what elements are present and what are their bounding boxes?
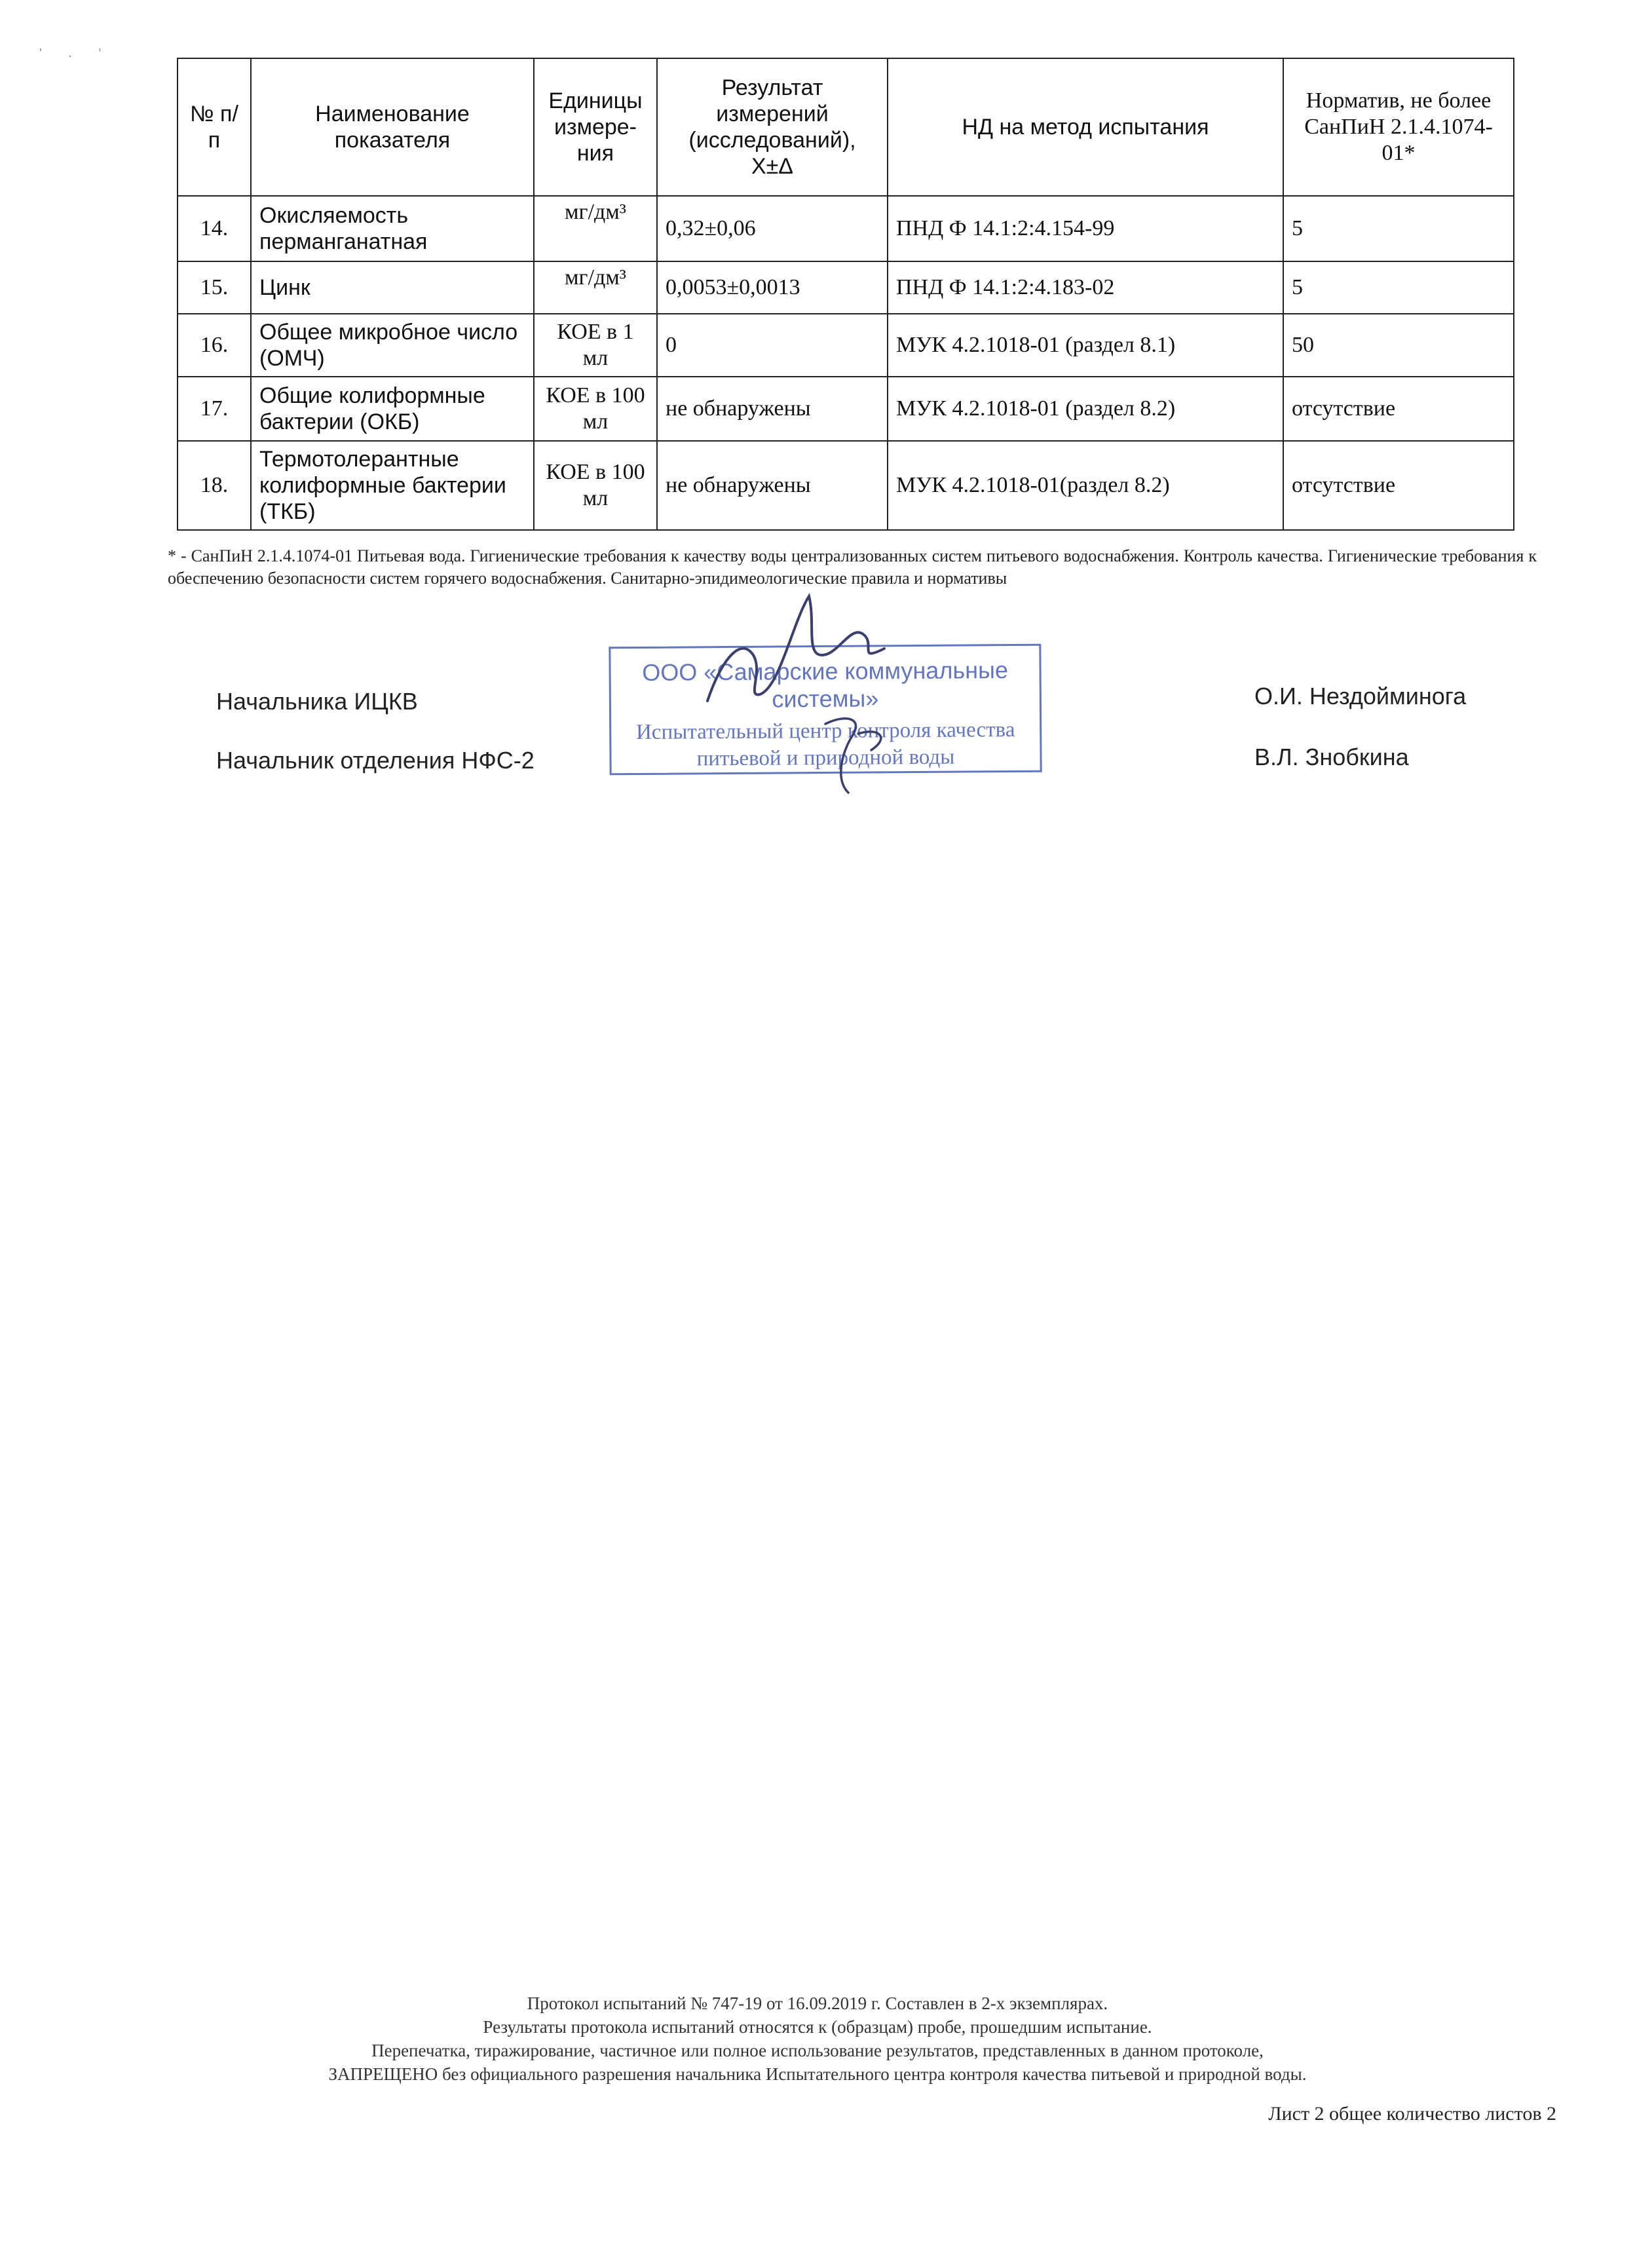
footnote: * - СанПиН 2.1.4.1074-01 Питьевая вода. Гигиенические требования к качеству воды централизованных систем питьевого водоснабжения. Контроль качества. Гигиенические требования к обеспечению безопасности систем горячего водоснабжения. Санитарно-эпидимеологические правила и нормативы bbox=[168, 546, 1537, 588]
sheet-counter: Лист 2 общее количество листов 2 bbox=[1268, 2103, 1556, 2125]
row-name: Цинк bbox=[251, 261, 534, 314]
table-row bbox=[178, 261, 1514, 314]
row-num: 16. bbox=[178, 314, 251, 377]
row-num: 18. bbox=[178, 441, 251, 530]
signature-role-head: Начальника ИЦКВ bbox=[216, 688, 418, 715]
stamp-line-organization: ООО «Самарские коммунальные системы» bbox=[642, 656, 1009, 713]
signature-name-head: О.И. Нездойминога bbox=[1254, 683, 1467, 709]
row-method: МУК 4.2.1018-01 (раздел 8.1) bbox=[888, 314, 1283, 377]
row-method: МУК 4.2.1018-01 (раздел 8.2) bbox=[888, 377, 1283, 441]
row-num: 14. bbox=[178, 196, 251, 261]
footer-protocol-line: Протокол испытаний № 747-19 от 16.09.2019 г. Составлен в 2-х экземплярах. bbox=[527, 1994, 1108, 2013]
row-name: Термотолерантные колиформные бактерии (ТКБ) bbox=[251, 441, 534, 530]
row-norm: отсутствие bbox=[1283, 377, 1514, 441]
row-method: ПНД Ф 14.1:2:4.183-02 bbox=[888, 261, 1283, 314]
table-row bbox=[178, 441, 1514, 530]
row-result: 0 bbox=[657, 314, 888, 377]
header-method: НД на метод испытания bbox=[888, 58, 1283, 196]
row-units: КОЕ в 1 мл bbox=[534, 314, 657, 377]
row-units: КОЕ в 100 мл bbox=[534, 377, 657, 441]
footer-copy-line: Перепечатка, тиражирование, частичное или полное использование результатов, представленных в данном протоколе, bbox=[371, 2041, 1264, 2060]
row-name: Общее микробное число (ОМЧ) bbox=[251, 314, 534, 377]
header-units: Единицы измере-ния bbox=[534, 58, 657, 196]
header-num: № п/п bbox=[178, 58, 251, 196]
row-name: Окисляемость перманганатная bbox=[251, 196, 534, 261]
row-method: МУК 4.2.1018-01(раздел 8.2) bbox=[888, 441, 1283, 530]
row-norm: 5 bbox=[1283, 196, 1514, 261]
footer-results-line: Результаты протокола испытаний относятся к (образцам) пробе, прошедшим испытание. bbox=[483, 2017, 1152, 2037]
scan-specks: ' . ' bbox=[39, 46, 113, 60]
row-name: Общие колиформные бактерии (ОКБ) bbox=[251, 377, 534, 441]
signature-role-department: Начальник отделения НФС-2 bbox=[216, 747, 535, 774]
row-num: 15. bbox=[178, 261, 251, 314]
row-num: 17. bbox=[178, 377, 251, 441]
row-result: 0,32±0,06 bbox=[657, 196, 888, 261]
footer-prohibited-line: ЗАПРЕЩЕНО без официального разрешения начальника Испытательного центра контроля качества питьевой и природной воды. bbox=[328, 2064, 1307, 2084]
row-units: мг/дм³ bbox=[534, 261, 657, 314]
row-norm: 50 bbox=[1283, 314, 1514, 377]
results-table bbox=[177, 58, 1514, 531]
header-name: Наименование показателя bbox=[251, 58, 534, 196]
signature-name-department: В.Л. Знобкина bbox=[1254, 744, 1409, 770]
row-norm: отсутствие bbox=[1283, 441, 1514, 530]
handwritten-signature-icon bbox=[694, 583, 930, 806]
table-row bbox=[178, 196, 1514, 261]
header-norm: Норматив, не более СанПиН 2.1.4.1074-01* bbox=[1283, 58, 1514, 196]
row-result: 0,0053±0,0013 bbox=[657, 261, 888, 314]
row-units: КОЕ в 100 мл bbox=[534, 441, 657, 530]
row-result: не обнаружены bbox=[657, 441, 888, 530]
stamp-line-center: Испытательный центр контроля качества bbox=[635, 717, 1015, 745]
stamp-line-water: питьевой и природной воды bbox=[696, 745, 955, 771]
table-row bbox=[178, 314, 1514, 377]
row-norm: 5 bbox=[1283, 261, 1514, 314]
table-header-row bbox=[178, 58, 1514, 196]
row-method: ПНД Ф 14.1:2:4.154-99 bbox=[888, 196, 1283, 261]
table-row bbox=[178, 377, 1514, 441]
row-result: не обнаружены bbox=[657, 377, 888, 441]
header-result: Результат измерений (исследований), Х±Δ bbox=[657, 58, 888, 196]
row-units: мг/дм³ bbox=[534, 196, 657, 261]
protocol-footer bbox=[0, 1992, 1635, 2086]
